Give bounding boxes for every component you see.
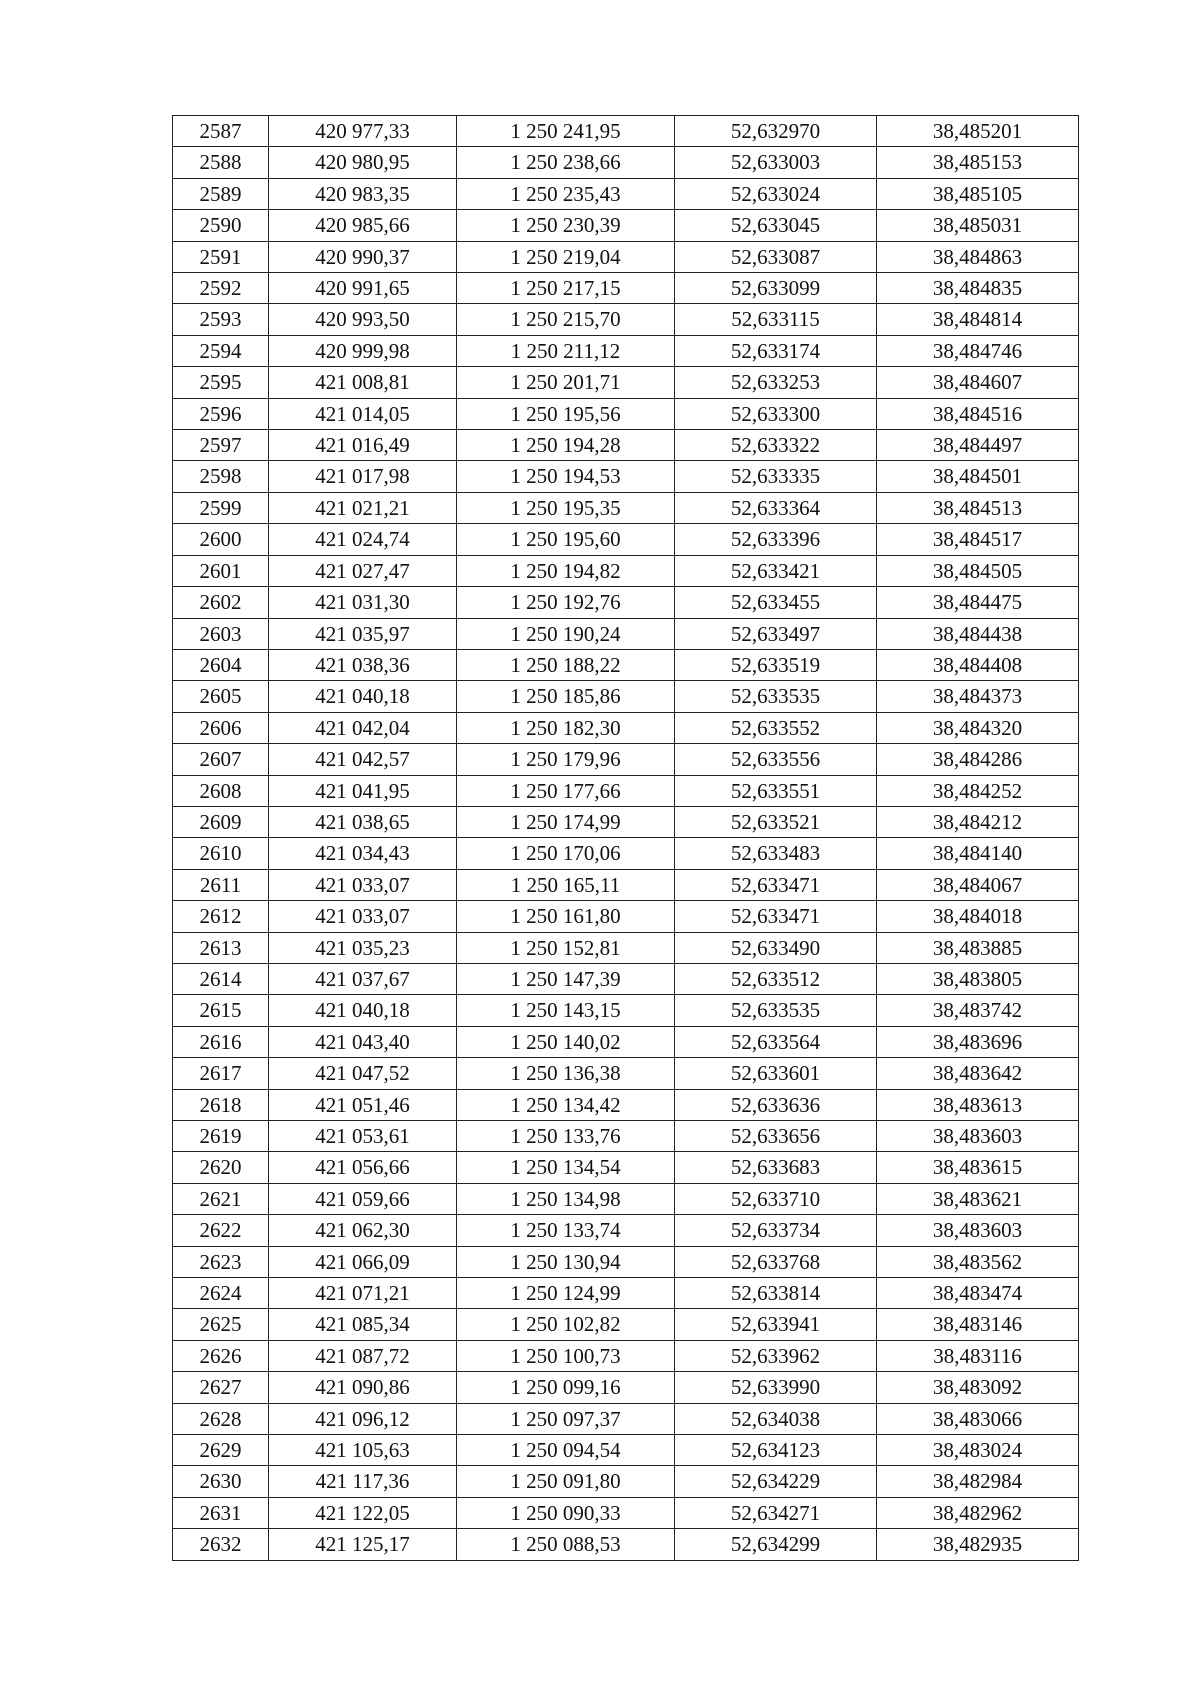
y-coordinate-cell: 1 250 238,66 [457,147,675,178]
y-coordinate-cell: 1 250 215,70 [457,304,675,335]
point-number-cell: 2632 [173,1529,269,1560]
longitude-cell: 38,484067 [877,869,1079,900]
latitude-cell: 52,633535 [675,681,877,712]
table-row [173,1497,1079,1528]
point-number-cell: 2591 [173,241,269,272]
table-row [173,1121,1079,1152]
y-coordinate-cell: 1 250 188,22 [457,649,675,680]
x-coordinate-cell: 420 990,37 [269,241,457,272]
longitude-cell: 38,484408 [877,649,1079,680]
longitude-cell: 38,483642 [877,1058,1079,1089]
y-coordinate-cell: 1 250 235,43 [457,178,675,209]
y-coordinate-cell: 1 250 133,74 [457,1215,675,1246]
latitude-cell: 52,633556 [675,744,877,775]
longitude-cell: 38,483474 [877,1278,1079,1309]
latitude-cell: 52,633253 [675,367,877,398]
y-coordinate-cell: 1 250 165,11 [457,869,675,900]
y-coordinate-cell: 1 250 170,06 [457,838,675,869]
point-number-cell: 2588 [173,147,269,178]
x-coordinate-cell: 421 122,05 [269,1497,457,1528]
latitude-cell: 52,633174 [675,335,877,366]
y-coordinate-cell: 1 250 102,82 [457,1309,675,1340]
x-coordinate-cell: 421 017,98 [269,461,457,492]
point-number-cell: 2616 [173,1026,269,1057]
table-row [173,241,1079,272]
longitude-cell: 38,483066 [877,1403,1079,1434]
latitude-cell: 52,633024 [675,178,877,209]
table-row [173,210,1079,241]
latitude-cell: 52,633535 [675,995,877,1026]
table-row [173,681,1079,712]
latitude-cell: 52,633519 [675,649,877,680]
longitude-cell: 38,483621 [877,1183,1079,1214]
point-number-cell: 2598 [173,461,269,492]
x-coordinate-cell: 421 024,74 [269,524,457,555]
x-coordinate-cell: 421 040,18 [269,681,457,712]
table-row [173,1278,1079,1309]
latitude-cell: 52,633115 [675,304,877,335]
point-number-cell: 2587 [173,116,269,147]
longitude-cell: 38,484814 [877,304,1079,335]
longitude-cell: 38,485031 [877,210,1079,241]
point-number-cell: 2620 [173,1152,269,1183]
y-coordinate-cell: 1 250 174,99 [457,806,675,837]
x-coordinate-cell: 421 053,61 [269,1121,457,1152]
longitude-cell: 38,484505 [877,555,1079,586]
y-coordinate-cell: 1 250 195,56 [457,398,675,429]
longitude-cell: 38,483603 [877,1121,1079,1152]
table-row [173,618,1079,649]
latitude-cell: 52,633003 [675,147,877,178]
y-coordinate-cell: 1 250 185,86 [457,681,675,712]
y-coordinate-cell: 1 250 152,81 [457,932,675,963]
table-row [173,1340,1079,1371]
y-coordinate-cell: 1 250 230,39 [457,210,675,241]
table-row [173,869,1079,900]
longitude-cell: 38,483696 [877,1026,1079,1057]
longitude-cell: 38,483116 [877,1340,1079,1371]
point-number-cell: 2604 [173,649,269,680]
longitude-cell: 38,483562 [877,1246,1079,1277]
longitude-cell: 38,483092 [877,1372,1079,1403]
x-coordinate-cell: 421 014,05 [269,398,457,429]
point-number-cell: 2615 [173,995,269,1026]
table-row [173,1466,1079,1497]
longitude-cell: 38,484863 [877,241,1079,272]
x-coordinate-cell: 421 047,52 [269,1058,457,1089]
point-number-cell: 2611 [173,869,269,900]
y-coordinate-cell: 1 250 182,30 [457,712,675,743]
table-row [173,649,1079,680]
latitude-cell: 52,633564 [675,1026,877,1057]
point-number-cell: 2595 [173,367,269,398]
latitude-cell: 52,633710 [675,1183,877,1214]
longitude-cell: 38,483146 [877,1309,1079,1340]
longitude-cell: 38,484746 [877,335,1079,366]
table-row [173,1403,1079,1434]
table-row [173,430,1079,461]
y-coordinate-cell: 1 250 219,04 [457,241,675,272]
latitude-cell: 52,633322 [675,430,877,461]
table-row [173,335,1079,366]
x-coordinate-cell: 420 993,50 [269,304,457,335]
y-coordinate-cell: 1 250 194,53 [457,461,675,492]
point-number-cell: 2601 [173,555,269,586]
table-row [173,273,1079,304]
table-row [173,1372,1079,1403]
longitude-cell: 38,483613 [877,1089,1079,1120]
table-row [173,1435,1079,1466]
longitude-cell: 38,482984 [877,1466,1079,1497]
y-coordinate-cell: 1 250 241,95 [457,116,675,147]
y-coordinate-cell: 1 250 088,53 [457,1529,675,1560]
latitude-cell: 52,633814 [675,1278,877,1309]
x-coordinate-cell: 421 059,66 [269,1183,457,1214]
x-coordinate-cell: 421 037,67 [269,963,457,994]
latitude-cell: 52,633471 [675,869,877,900]
point-number-cell: 2590 [173,210,269,241]
latitude-cell: 52,634299 [675,1529,877,1560]
y-coordinate-cell: 1 250 091,80 [457,1466,675,1497]
y-coordinate-cell: 1 250 190,24 [457,618,675,649]
table-row [173,1309,1079,1340]
point-number-cell: 2600 [173,524,269,555]
coordinates-table [172,115,1079,1561]
longitude-cell: 38,483885 [877,932,1079,963]
table-row [173,492,1079,523]
latitude-cell: 52,633087 [675,241,877,272]
y-coordinate-cell: 1 250 134,54 [457,1152,675,1183]
longitude-cell: 38,482962 [877,1497,1079,1528]
y-coordinate-cell: 1 250 130,94 [457,1246,675,1277]
latitude-cell: 52,633683 [675,1152,877,1183]
y-coordinate-cell: 1 250 194,28 [457,430,675,461]
y-coordinate-cell: 1 250 147,39 [457,963,675,994]
longitude-cell: 38,484252 [877,775,1079,806]
latitude-cell: 52,633768 [675,1246,877,1277]
point-number-cell: 2630 [173,1466,269,1497]
longitude-cell: 38,484517 [877,524,1079,555]
latitude-cell: 52,633941 [675,1309,877,1340]
longitude-cell: 38,484497 [877,430,1079,461]
latitude-cell: 52,633396 [675,524,877,555]
table-row [173,775,1079,806]
x-coordinate-cell: 421 027,47 [269,555,457,586]
table-row [173,838,1079,869]
x-coordinate-cell: 420 999,98 [269,335,457,366]
table-row [173,1215,1079,1246]
latitude-cell: 52,633045 [675,210,877,241]
longitude-cell: 38,484018 [877,901,1079,932]
point-number-cell: 2592 [173,273,269,304]
point-number-cell: 2612 [173,901,269,932]
point-number-cell: 2594 [173,335,269,366]
table-row [173,398,1079,429]
latitude-cell: 52,633551 [675,775,877,806]
x-coordinate-cell: 421 033,07 [269,869,457,900]
latitude-cell: 52,633364 [675,492,877,523]
table-row [173,1026,1079,1057]
table-row [173,116,1079,147]
y-coordinate-cell: 1 250 177,66 [457,775,675,806]
y-coordinate-cell: 1 250 195,35 [457,492,675,523]
x-coordinate-cell: 421 040,18 [269,995,457,1026]
table-row [173,1058,1079,1089]
point-number-cell: 2622 [173,1215,269,1246]
y-coordinate-cell: 1 250 134,42 [457,1089,675,1120]
y-coordinate-cell: 1 250 100,73 [457,1340,675,1371]
y-coordinate-cell: 1 250 211,12 [457,335,675,366]
x-coordinate-cell: 421 042,04 [269,712,457,743]
point-number-cell: 2599 [173,492,269,523]
x-coordinate-cell: 420 983,35 [269,178,457,209]
longitude-cell: 38,484286 [877,744,1079,775]
longitude-cell: 38,484513 [877,492,1079,523]
latitude-cell: 52,633300 [675,398,877,429]
table-row [173,555,1079,586]
latitude-cell: 52,633552 [675,712,877,743]
table-row [173,901,1079,932]
latitude-cell: 52,633962 [675,1340,877,1371]
y-coordinate-cell: 1 250 192,76 [457,587,675,618]
point-number-cell: 2597 [173,430,269,461]
latitude-cell: 52,633421 [675,555,877,586]
y-coordinate-cell: 1 250 161,80 [457,901,675,932]
longitude-cell: 38,484607 [877,367,1079,398]
longitude-cell: 38,484501 [877,461,1079,492]
x-coordinate-cell: 421 062,30 [269,1215,457,1246]
point-number-cell: 2596 [173,398,269,429]
x-coordinate-cell: 421 051,46 [269,1089,457,1120]
y-coordinate-cell: 1 250 090,33 [457,1497,675,1528]
x-coordinate-cell: 421 066,09 [269,1246,457,1277]
point-number-cell: 2608 [173,775,269,806]
y-coordinate-cell: 1 250 124,99 [457,1278,675,1309]
latitude-cell: 52,633601 [675,1058,877,1089]
point-number-cell: 2610 [173,838,269,869]
table-row [173,1246,1079,1277]
point-number-cell: 2625 [173,1309,269,1340]
point-number-cell: 2607 [173,744,269,775]
x-coordinate-cell: 421 117,36 [269,1466,457,1497]
point-number-cell: 2617 [173,1058,269,1089]
y-coordinate-cell: 1 250 143,15 [457,995,675,1026]
latitude-cell: 52,633455 [675,587,877,618]
latitude-cell: 52,633099 [675,273,877,304]
point-number-cell: 2628 [173,1403,269,1434]
table-row [173,178,1079,209]
coordinates-table-body [173,116,1079,1561]
longitude-cell: 38,484373 [877,681,1079,712]
point-number-cell: 2626 [173,1340,269,1371]
x-coordinate-cell: 420 991,65 [269,273,457,304]
x-coordinate-cell: 421 042,57 [269,744,457,775]
longitude-cell: 38,485201 [877,116,1079,147]
latitude-cell: 52,632970 [675,116,877,147]
longitude-cell: 38,484438 [877,618,1079,649]
longitude-cell: 38,483742 [877,995,1079,1026]
point-number-cell: 2589 [173,178,269,209]
table-row [173,461,1079,492]
longitude-cell: 38,484320 [877,712,1079,743]
latitude-cell: 52,633483 [675,838,877,869]
point-number-cell: 2602 [173,587,269,618]
longitude-cell: 38,483805 [877,963,1079,994]
x-coordinate-cell: 421 008,81 [269,367,457,398]
longitude-cell: 38,483603 [877,1215,1079,1246]
latitude-cell: 52,634229 [675,1466,877,1497]
x-coordinate-cell: 421 096,12 [269,1403,457,1434]
table-row [173,587,1079,618]
table-row [173,1089,1079,1120]
table-row [173,147,1079,178]
x-coordinate-cell: 420 977,33 [269,116,457,147]
point-number-cell: 2609 [173,806,269,837]
latitude-cell: 52,633734 [675,1215,877,1246]
latitude-cell: 52,633490 [675,932,877,963]
x-coordinate-cell: 421 105,63 [269,1435,457,1466]
y-coordinate-cell: 1 250 217,15 [457,273,675,304]
point-number-cell: 2631 [173,1497,269,1528]
point-number-cell: 2624 [173,1278,269,1309]
y-coordinate-cell: 1 250 140,02 [457,1026,675,1057]
table-row [173,744,1079,775]
table-row [173,712,1079,743]
x-coordinate-cell: 421 085,34 [269,1309,457,1340]
point-number-cell: 2629 [173,1435,269,1466]
point-number-cell: 2614 [173,963,269,994]
table-row [173,932,1079,963]
x-coordinate-cell: 421 041,95 [269,775,457,806]
latitude-cell: 52,633497 [675,618,877,649]
y-coordinate-cell: 1 250 099,16 [457,1372,675,1403]
table-row [173,1183,1079,1214]
x-coordinate-cell: 420 980,95 [269,147,457,178]
longitude-cell: 38,485105 [877,178,1079,209]
y-coordinate-cell: 1 250 134,98 [457,1183,675,1214]
table-row [173,1152,1079,1183]
y-coordinate-cell: 1 250 179,96 [457,744,675,775]
latitude-cell: 52,633521 [675,806,877,837]
latitude-cell: 52,633512 [675,963,877,994]
longitude-cell: 38,484140 [877,838,1079,869]
table-row [173,367,1079,398]
x-coordinate-cell: 421 056,66 [269,1152,457,1183]
latitude-cell: 52,633990 [675,1372,877,1403]
longitude-cell: 38,483024 [877,1435,1079,1466]
x-coordinate-cell: 421 038,65 [269,806,457,837]
x-coordinate-cell: 421 031,30 [269,587,457,618]
x-coordinate-cell: 421 016,49 [269,430,457,461]
longitude-cell: 38,483615 [877,1152,1079,1183]
x-coordinate-cell: 421 043,40 [269,1026,457,1057]
latitude-cell: 52,633335 [675,461,877,492]
longitude-cell: 38,482935 [877,1529,1079,1560]
x-coordinate-cell: 421 034,43 [269,838,457,869]
point-number-cell: 2606 [173,712,269,743]
x-coordinate-cell: 421 125,17 [269,1529,457,1560]
y-coordinate-cell: 1 250 136,38 [457,1058,675,1089]
y-coordinate-cell: 1 250 097,37 [457,1403,675,1434]
point-number-cell: 2618 [173,1089,269,1120]
latitude-cell: 52,633636 [675,1089,877,1120]
x-coordinate-cell: 421 021,21 [269,492,457,523]
y-coordinate-cell: 1 250 194,82 [457,555,675,586]
latitude-cell: 52,633471 [675,901,877,932]
x-coordinate-cell: 421 087,72 [269,1340,457,1371]
latitude-cell: 52,634123 [675,1435,877,1466]
x-coordinate-cell: 420 985,66 [269,210,457,241]
point-number-cell: 2619 [173,1121,269,1152]
point-number-cell: 2603 [173,618,269,649]
y-coordinate-cell: 1 250 094,54 [457,1435,675,1466]
table-row [173,1529,1079,1560]
longitude-cell: 38,484516 [877,398,1079,429]
table-row [173,963,1079,994]
longitude-cell: 38,484212 [877,806,1079,837]
latitude-cell: 52,634038 [675,1403,877,1434]
table-row [173,806,1079,837]
x-coordinate-cell: 421 071,21 [269,1278,457,1309]
x-coordinate-cell: 421 035,23 [269,932,457,963]
y-coordinate-cell: 1 250 133,76 [457,1121,675,1152]
y-coordinate-cell: 1 250 195,60 [457,524,675,555]
x-coordinate-cell: 421 038,36 [269,649,457,680]
longitude-cell: 38,484475 [877,587,1079,618]
point-number-cell: 2621 [173,1183,269,1214]
longitude-cell: 38,484835 [877,273,1079,304]
point-number-cell: 2593 [173,304,269,335]
x-coordinate-cell: 421 035,97 [269,618,457,649]
y-coordinate-cell: 1 250 201,71 [457,367,675,398]
point-number-cell: 2623 [173,1246,269,1277]
table-row [173,304,1079,335]
table-row [173,995,1079,1026]
point-number-cell: 2613 [173,932,269,963]
longitude-cell: 38,485153 [877,147,1079,178]
table-row [173,524,1079,555]
x-coordinate-cell: 421 033,07 [269,901,457,932]
point-number-cell: 2605 [173,681,269,712]
latitude-cell: 52,634271 [675,1497,877,1528]
x-coordinate-cell: 421 090,86 [269,1372,457,1403]
point-number-cell: 2627 [173,1372,269,1403]
latitude-cell: 52,633656 [675,1121,877,1152]
